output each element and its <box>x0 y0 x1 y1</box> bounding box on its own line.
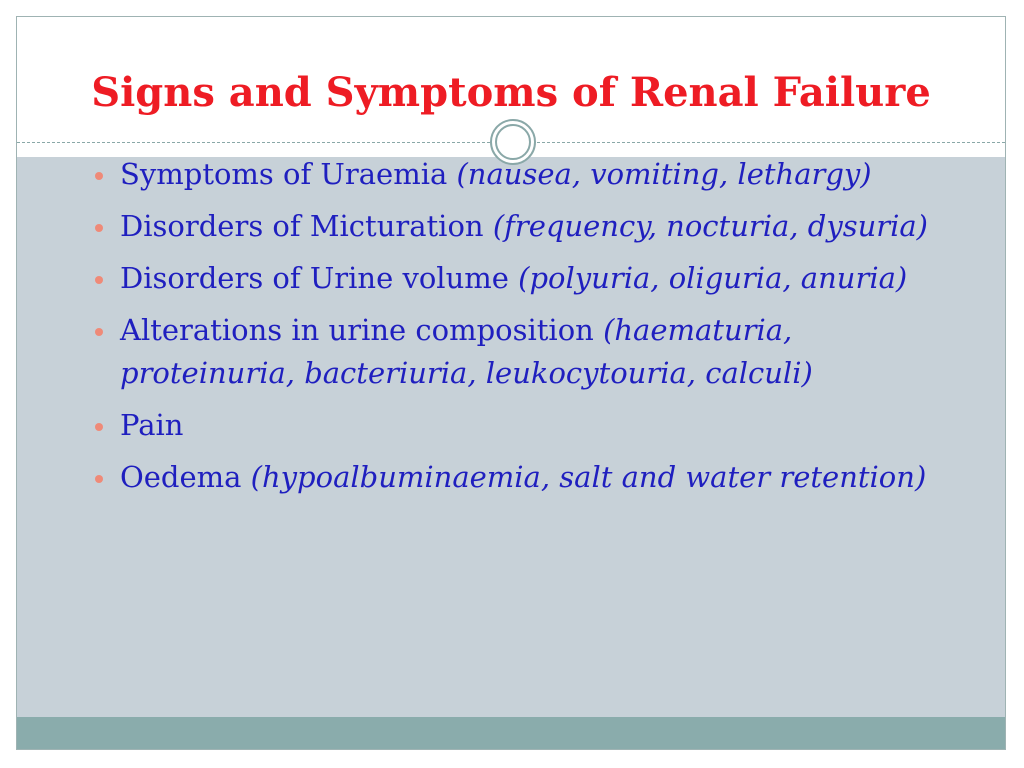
slide-title: Signs and Symptoms of Renal Failure <box>91 69 931 116</box>
item-main-text: Oedema <box>120 460 251 494</box>
item-main-text: Disorders of Urine volume <box>120 261 519 295</box>
item-main-text: Disorders of Micturation <box>120 209 493 243</box>
item-main-text: Pain <box>120 408 184 442</box>
item-detail-text: (hypoalbuminaemia, salt and water retention) <box>250 460 927 494</box>
list-item <box>17 153 1005 196</box>
bullet-icon <box>95 224 103 232</box>
footer-band <box>17 717 1005 750</box>
list-item <box>17 404 1005 447</box>
list-item <box>17 456 1005 499</box>
bullet-icon <box>95 423 103 431</box>
list-item <box>17 205 1005 248</box>
item-detail-text: (frequency, nocturia, dysuria) <box>492 209 928 243</box>
item-detail-text: (nausea, vomiting, lethargy) <box>456 157 872 191</box>
item-detail-text: (polyuria, oliguria, anuria) <box>518 261 908 295</box>
bullet-list <box>17 153 1005 508</box>
item-main-text: Alterations in urine composition <box>120 313 604 347</box>
bullet-icon <box>95 475 103 483</box>
item-detail-text: (haematuria, proteinuria, bacteriuria, leukocytouria, calculi) <box>120 313 813 390</box>
slide <box>16 16 1006 750</box>
list-item <box>17 309 1005 395</box>
bullet-icon <box>95 328 103 336</box>
bullet-icon <box>95 172 103 180</box>
bullet-icon <box>95 276 103 284</box>
list-item <box>17 257 1005 300</box>
item-main-text: Symptoms of Uraemia <box>120 157 457 191</box>
